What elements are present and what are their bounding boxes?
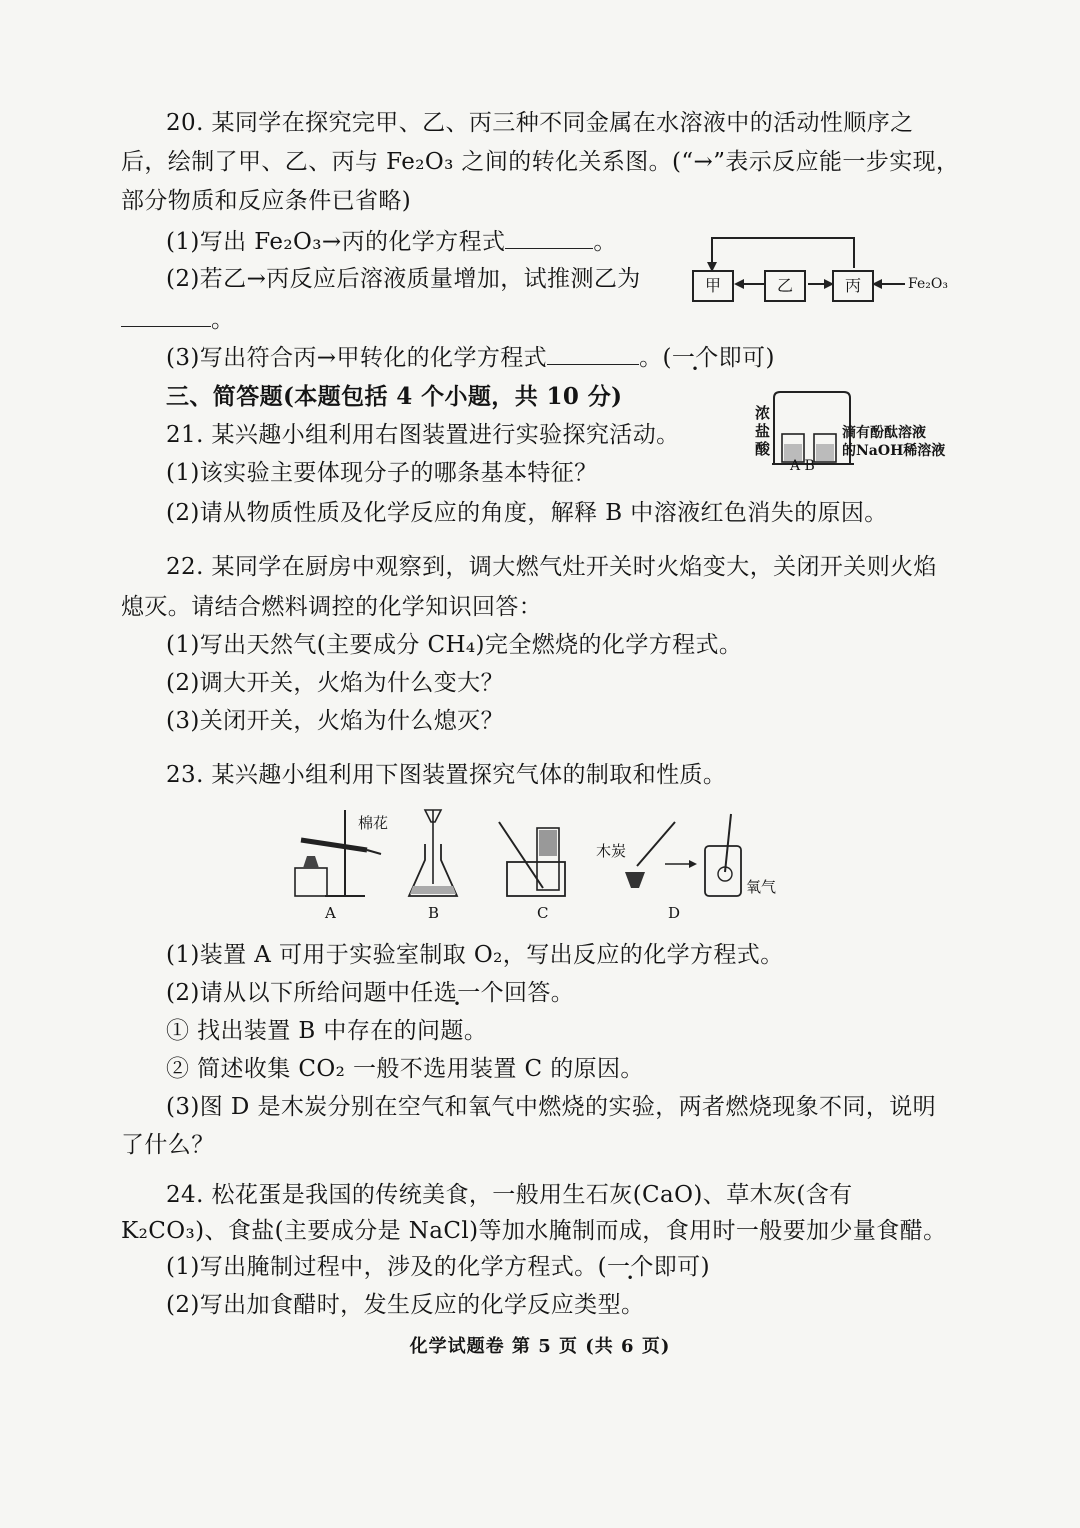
answer-blank[interactable] bbox=[121, 304, 211, 327]
emphasis-mark: 一个 bbox=[606, 1254, 654, 1280]
solution-label-1: 滴有酚酞溶液 bbox=[842, 425, 926, 441]
q24-stem-line2: K₂CO₃)、食盐(主要成分是 NaCl)等加水腌制而成，食用时一般要加少量食醋。 bbox=[121, 1218, 947, 1244]
q20-part2: (2)若乙→丙反应后溶液质量增加，试推测乙为 bbox=[166, 266, 641, 292]
acid-label-char: 浓 bbox=[755, 404, 771, 422]
answer-blank[interactable] bbox=[505, 226, 593, 249]
stand-block bbox=[295, 868, 327, 896]
cotton-label: 棉花 bbox=[358, 814, 389, 832]
q23-part2-after: 回答。 bbox=[504, 980, 575, 1006]
q20-part1-text: (1)写出 Fe₂O₃→丙的化学方程式 bbox=[166, 229, 506, 255]
q20-part2-cont bbox=[121, 304, 234, 335]
q24-part1 bbox=[166, 1252, 710, 1282]
apparatus-b bbox=[409, 810, 457, 896]
q20-part3-mid: 。( bbox=[639, 345, 672, 371]
q21-part2: (2)请从物质性质及化学反应的角度，解释 B 中溶液红色消失的原因。 bbox=[166, 500, 888, 526]
apparatus-d bbox=[625, 814, 741, 896]
solution-label-2: 的NaOH稀溶液 bbox=[842, 443, 946, 459]
apparatus-c bbox=[499, 822, 565, 896]
delivery-tube bbox=[367, 850, 381, 854]
test-tube bbox=[301, 840, 367, 850]
q21-part1: (1)该实验主要体现分子的哪条基本特征？ bbox=[166, 460, 598, 486]
q20-part2-end: 。 bbox=[211, 307, 235, 333]
box-bing: 丙 bbox=[832, 270, 874, 302]
box-yi: 乙 bbox=[764, 270, 806, 302]
q22-part1: (1)写出天然气(主要成分 CH₄)完全燃烧的化学方程式。 bbox=[166, 632, 743, 658]
q23-part3-line1: (3)图 D 是木炭分别在空气和氧气中燃烧的实验，两者燃烧现象不同，说明 bbox=[166, 1094, 937, 1120]
q23-part1: (1)装置 A 可用于实验室制取 O₂，写出反应的化学方程式。 bbox=[166, 942, 784, 968]
crucible-tongs bbox=[725, 814, 731, 872]
beaker-b-liquid bbox=[816, 444, 834, 461]
label-b: B bbox=[428, 904, 440, 922]
q24-stem-line1: 24. 松花蛋是我国的传统美食，一般用生石灰(CaO)、草木灰(含有 bbox=[166, 1182, 853, 1208]
q23-part3-line2: 了什么？ bbox=[121, 1132, 215, 1158]
alcohol-lamp bbox=[625, 872, 645, 888]
label-d: D bbox=[668, 904, 681, 922]
label-a: A bbox=[325, 904, 336, 922]
crucible-tongs bbox=[637, 822, 675, 866]
fe2o3-label: Fe₂O₃ bbox=[908, 276, 948, 292]
q20-stem-line2: 后，绘制了甲、乙、丙与 Fe₂O₃ 之间的转化关系图。(“→”表示反应能一步实现， bbox=[121, 149, 960, 175]
q20-part1-end: 。 bbox=[593, 229, 617, 255]
oxygen-jar bbox=[705, 846, 741, 896]
q20-part3 bbox=[166, 342, 775, 373]
section-title: 三、简答题(本题包括 4 个小题，共 10 分) bbox=[166, 383, 623, 410]
q22-stem-line1: 22. 某同学在厨房中观察到，调大燃气灶开关时火焰变大，关闭开关则火焰 bbox=[166, 554, 937, 580]
q23-part2 bbox=[166, 978, 574, 1008]
arrow-head bbox=[689, 860, 697, 868]
q23-stem: 23. 某兴趣小组利用下图装置探究气体的制取和性质。 bbox=[166, 762, 727, 788]
q23-part2-text: (2)请从以下所给问题中 bbox=[166, 980, 411, 1006]
q24-part1-text: (1)写出腌制过程中，涉及的化学方程式。( bbox=[166, 1254, 607, 1280]
q20-part1 bbox=[166, 226, 617, 257]
q22-stem-line2: 熄灭。请结合燃料调控的化学知识回答： bbox=[121, 594, 543, 620]
q20-part3-text: (3)写出符合丙→甲转化的化学方程式 bbox=[166, 345, 548, 371]
q23-option2: ② 简述收集 CO₂ 一般不选用装置 C 的原因。 bbox=[166, 1056, 644, 1082]
acid-label-char: 盐 bbox=[755, 422, 771, 440]
arrow-head bbox=[734, 279, 744, 289]
diagram-loop-arrow-line bbox=[712, 238, 854, 268]
q20-stem-line3: 部分物质和反应条件已省略) bbox=[121, 188, 412, 214]
q22-part2: (2)调大开关，火焰为什么变大？ bbox=[166, 670, 504, 696]
beaker-labels: A B bbox=[790, 458, 815, 474]
label-c: C bbox=[537, 904, 549, 922]
emphasis-mark: 任选一个 bbox=[410, 980, 504, 1006]
box-jia: 甲 bbox=[692, 270, 734, 302]
alcohol-lamp bbox=[303, 856, 319, 868]
gas-jar-water bbox=[539, 830, 557, 856]
q24-part1-after: 即可) bbox=[653, 1254, 710, 1280]
oxygen-label: 氧气 bbox=[746, 878, 777, 896]
q20-stem-line1: 20. 某同学在探究完甲、乙、丙三种不同金属在水溶液中的活动性顺序之 bbox=[166, 110, 914, 136]
q22-part3: (3)关闭开关，火焰为什么熄灭？ bbox=[166, 708, 504, 734]
answer-blank[interactable] bbox=[547, 342, 639, 365]
q23-option1: ① 找出装置 B 中存在的问题。 bbox=[166, 1018, 488, 1044]
q21-stem: 21. 某兴趣小组利用右图装置进行实验探究活动。 bbox=[166, 422, 680, 448]
charcoal-label: 木炭 bbox=[596, 842, 627, 860]
q24-part2: (2)写出加食醋时，发生反应的化学反应类型。 bbox=[166, 1292, 645, 1318]
acid-label-char: 酸 bbox=[755, 440, 771, 458]
acid-label bbox=[755, 404, 773, 458]
page-footer: 化学试题卷 第 5 页 (共 6 页) bbox=[409, 1336, 671, 1357]
q20-part3-after: 即可) bbox=[718, 345, 775, 371]
emphasis-mark: 一个 bbox=[671, 345, 719, 371]
flask-liquid bbox=[410, 886, 456, 894]
